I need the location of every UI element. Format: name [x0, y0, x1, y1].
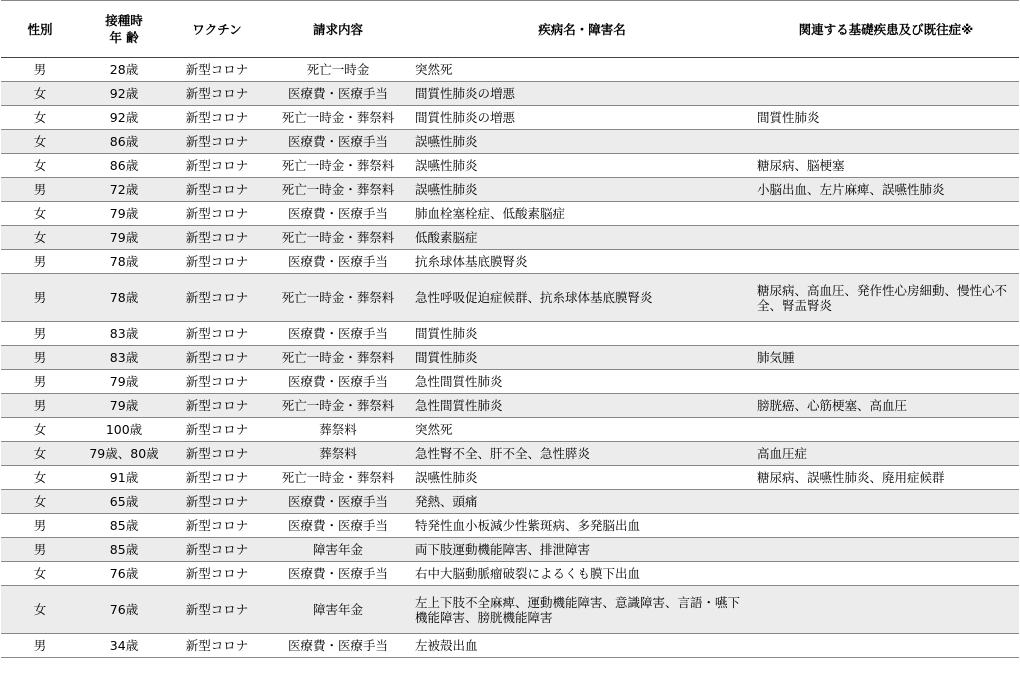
header-disease: 疾病名・障害名 — [411, 1, 753, 58]
table-row — [1, 322, 1019, 346]
cell-history — [753, 562, 1019, 586]
header-age — [79, 1, 169, 58]
cell-sex: 男 — [1, 514, 79, 538]
table-row — [1, 562, 1019, 586]
cell-history — [753, 586, 1019, 634]
cell-history: 肺気腫 — [753, 346, 1019, 370]
cell-claim: 死亡一時金・葬祭料 — [265, 226, 411, 250]
cell-disease: 間質性肺炎 — [411, 346, 753, 370]
cell-claim: 葬祭料 — [265, 442, 411, 466]
cell-history — [753, 82, 1019, 106]
cell-vaccine: 新型コロナ — [169, 394, 265, 418]
header-age-line1: 接種時 — [105, 13, 143, 28]
cell-disease: 間質性肺炎の増悪 — [411, 106, 753, 130]
cell-sex: 男 — [1, 346, 79, 370]
cell-disease: 突然死 — [411, 418, 753, 442]
cell-sex: 女 — [1, 442, 79, 466]
cell-sex: 女 — [1, 226, 79, 250]
cell-sex: 女 — [1, 202, 79, 226]
table-row — [1, 178, 1019, 202]
cell-claim: 死亡一時金・葬祭料 — [265, 154, 411, 178]
cell-history — [753, 634, 1019, 658]
cell-vaccine: 新型コロナ — [169, 370, 265, 394]
cell-claim: 医療費・医療手当 — [265, 514, 411, 538]
cell-age: 83歳 — [79, 322, 169, 346]
cell-vaccine: 新型コロナ — [169, 418, 265, 442]
cell-age: 86歳 — [79, 154, 169, 178]
cell-disease: 左被殻出血 — [411, 634, 753, 658]
cell-vaccine: 新型コロナ — [169, 58, 265, 82]
cell-claim: 死亡一時金・葬祭料 — [265, 274, 411, 322]
cell-disease: 低酸素脳症 — [411, 226, 753, 250]
cell-age: 85歳 — [79, 538, 169, 562]
cell-claim: 医療費・医療手当 — [265, 130, 411, 154]
table-body — [1, 58, 1019, 658]
cell-disease: 突然死 — [411, 58, 753, 82]
table-row — [1, 394, 1019, 418]
cell-sex: 女 — [1, 82, 79, 106]
cell-sex: 男 — [1, 394, 79, 418]
table-row — [1, 106, 1019, 130]
claims-table — [1, 0, 1019, 658]
cell-claim: 死亡一時金・葬祭料 — [265, 466, 411, 490]
cell-claim: 障害年金 — [265, 538, 411, 562]
cell-age: 79歳 — [79, 394, 169, 418]
table-row — [1, 418, 1019, 442]
cell-sex: 男 — [1, 274, 79, 322]
cell-sex: 男 — [1, 322, 79, 346]
cell-claim: 医療費・医療手当 — [265, 370, 411, 394]
header-age-line2: 年 齢 — [109, 30, 139, 45]
cell-age: 34歳 — [79, 634, 169, 658]
cell-claim: 障害年金 — [265, 586, 411, 634]
cell-age: 79歳 — [79, 226, 169, 250]
cell-sex: 女 — [1, 586, 79, 634]
cell-disease: 肺血栓塞栓症、低酸素脳症 — [411, 202, 753, 226]
cell-vaccine: 新型コロナ — [169, 274, 265, 322]
cell-claim: 医療費・医療手当 — [265, 634, 411, 658]
cell-vaccine: 新型コロナ — [169, 250, 265, 274]
cell-history — [753, 58, 1019, 82]
table-row — [1, 634, 1019, 658]
cell-age: 92歳 — [79, 82, 169, 106]
cell-age: 83歳 — [79, 346, 169, 370]
cell-vaccine: 新型コロナ — [169, 154, 265, 178]
cell-history — [753, 250, 1019, 274]
cell-disease: 誤嚥性肺炎 — [411, 178, 753, 202]
cell-age: 92歳 — [79, 106, 169, 130]
cell-vaccine: 新型コロナ — [169, 226, 265, 250]
table-row — [1, 586, 1019, 634]
cell-disease: 左上下肢不全麻痺、運動機能障害、意識障害、言語・嚥下機能障害、膀胱機能障害 — [411, 586, 753, 634]
cell-disease: 抗糸球体基底膜腎炎 — [411, 250, 753, 274]
cell-disease: 急性呼吸促迫症候群、抗糸球体基底膜腎炎 — [411, 274, 753, 322]
table-row — [1, 538, 1019, 562]
table-row — [1, 250, 1019, 274]
cell-vaccine: 新型コロナ — [169, 322, 265, 346]
cell-age: 28歳 — [79, 58, 169, 82]
header-history: 関連する基礎疾患及び既往症※ — [753, 1, 1019, 58]
cell-age: 72歳 — [79, 178, 169, 202]
cell-disease: 特発性血小板減少性紫斑病、多発脳出血 — [411, 514, 753, 538]
cell-disease: 誤嚥性肺炎 — [411, 130, 753, 154]
cell-vaccine: 新型コロナ — [169, 178, 265, 202]
cell-vaccine: 新型コロナ — [169, 562, 265, 586]
cell-sex: 男 — [1, 370, 79, 394]
cell-claim: 医療費・医療手当 — [265, 250, 411, 274]
cell-claim: 死亡一時金・葬祭料 — [265, 346, 411, 370]
table-row — [1, 58, 1019, 82]
cell-sex: 男 — [1, 634, 79, 658]
cell-history: 小脳出血、左片麻痺、誤嚥性肺炎 — [753, 178, 1019, 202]
cell-disease: 急性間質性肺炎 — [411, 370, 753, 394]
cell-claim: 医療費・医療手当 — [265, 202, 411, 226]
cell-history: 膀胱癌、心筋梗塞、高血圧 — [753, 394, 1019, 418]
table-row — [1, 154, 1019, 178]
cell-sex: 男 — [1, 538, 79, 562]
cell-history — [753, 418, 1019, 442]
cell-sex: 女 — [1, 130, 79, 154]
cell-sex: 男 — [1, 178, 79, 202]
cell-disease: 発熱、頭痛 — [411, 490, 753, 514]
cell-history — [753, 538, 1019, 562]
header-vaccine: ワクチン — [169, 1, 265, 58]
cell-age: 78歳 — [79, 250, 169, 274]
cell-sex: 女 — [1, 418, 79, 442]
cell-claim: 医療費・医療手当 — [265, 490, 411, 514]
cell-sex: 男 — [1, 58, 79, 82]
cell-disease: 間質性肺炎の増悪 — [411, 82, 753, 106]
cell-claim: 死亡一時金・葬祭料 — [265, 178, 411, 202]
cell-claim: 医療費・医療手当 — [265, 322, 411, 346]
table-row — [1, 202, 1019, 226]
table-row — [1, 466, 1019, 490]
cell-age: 79歳、80歳 — [79, 442, 169, 466]
cell-history — [753, 226, 1019, 250]
cell-vaccine: 新型コロナ — [169, 202, 265, 226]
table-row — [1, 442, 1019, 466]
cell-history — [753, 130, 1019, 154]
cell-vaccine: 新型コロナ — [169, 82, 265, 106]
cell-age: 79歳 — [79, 202, 169, 226]
header-claim: 請求内容 — [265, 1, 411, 58]
cell-claim: 医療費・医療手当 — [265, 562, 411, 586]
cell-sex: 女 — [1, 490, 79, 514]
table-row — [1, 226, 1019, 250]
cell-vaccine: 新型コロナ — [169, 106, 265, 130]
table-row — [1, 82, 1019, 106]
cell-disease: 誤嚥性肺炎 — [411, 466, 753, 490]
cell-sex: 女 — [1, 154, 79, 178]
table-row — [1, 514, 1019, 538]
cell-vaccine: 新型コロナ — [169, 586, 265, 634]
cell-age: 86歳 — [79, 130, 169, 154]
table-row — [1, 130, 1019, 154]
cell-history — [753, 370, 1019, 394]
cell-age: 78歳 — [79, 274, 169, 322]
cell-sex: 女 — [1, 562, 79, 586]
cell-history — [753, 514, 1019, 538]
cell-disease: 急性間質性肺炎 — [411, 394, 753, 418]
cell-age: 79歳 — [79, 370, 169, 394]
cell-history: 糖尿病、脳梗塞 — [753, 154, 1019, 178]
cell-age: 85歳 — [79, 514, 169, 538]
cell-history — [753, 322, 1019, 346]
cell-sex: 女 — [1, 466, 79, 490]
cell-vaccine: 新型コロナ — [169, 346, 265, 370]
cell-vaccine: 新型コロナ — [169, 130, 265, 154]
table-row — [1, 370, 1019, 394]
cell-history: 糖尿病、誤嚥性肺炎、廃用症候群 — [753, 466, 1019, 490]
cell-claim: 医療費・医療手当 — [265, 82, 411, 106]
header-sex: 性別 — [1, 1, 79, 58]
cell-vaccine: 新型コロナ — [169, 634, 265, 658]
cell-sex: 男 — [1, 250, 79, 274]
cell-vaccine: 新型コロナ — [169, 466, 265, 490]
cell-sex: 女 — [1, 106, 79, 130]
table-row — [1, 346, 1019, 370]
table-row — [1, 490, 1019, 514]
cell-age: 100歳 — [79, 418, 169, 442]
cell-disease: 間質性肺炎 — [411, 322, 753, 346]
cell-history: 高血圧症 — [753, 442, 1019, 466]
cell-vaccine: 新型コロナ — [169, 538, 265, 562]
cell-claim: 死亡一時金 — [265, 58, 411, 82]
cell-vaccine: 新型コロナ — [169, 442, 265, 466]
cell-claim: 死亡一時金・葬祭料 — [265, 394, 411, 418]
cell-age: 91歳 — [79, 466, 169, 490]
cell-vaccine: 新型コロナ — [169, 514, 265, 538]
cell-disease: 両下肢運動機能障害、排泄障害 — [411, 538, 753, 562]
table-header — [1, 1, 1019, 58]
cell-vaccine: 新型コロナ — [169, 490, 265, 514]
cell-history: 糖尿病、高血圧、発作性心房細動、慢性心不全、腎盂腎炎 — [753, 274, 1019, 322]
cell-disease: 右中大脳動脈瘤破裂によるくも膜下出血 — [411, 562, 753, 586]
cell-disease: 急性腎不全、肝不全、急性膵炎 — [411, 442, 753, 466]
cell-history — [753, 202, 1019, 226]
cell-history: 間質性肺炎 — [753, 106, 1019, 130]
cell-age: 76歳 — [79, 586, 169, 634]
cell-age: 65歳 — [79, 490, 169, 514]
cell-claim: 葬祭料 — [265, 418, 411, 442]
cell-age: 76歳 — [79, 562, 169, 586]
cell-claim: 死亡一時金・葬祭料 — [265, 106, 411, 130]
table-row — [1, 274, 1019, 322]
cell-history — [753, 490, 1019, 514]
cell-disease: 誤嚥性肺炎 — [411, 154, 753, 178]
